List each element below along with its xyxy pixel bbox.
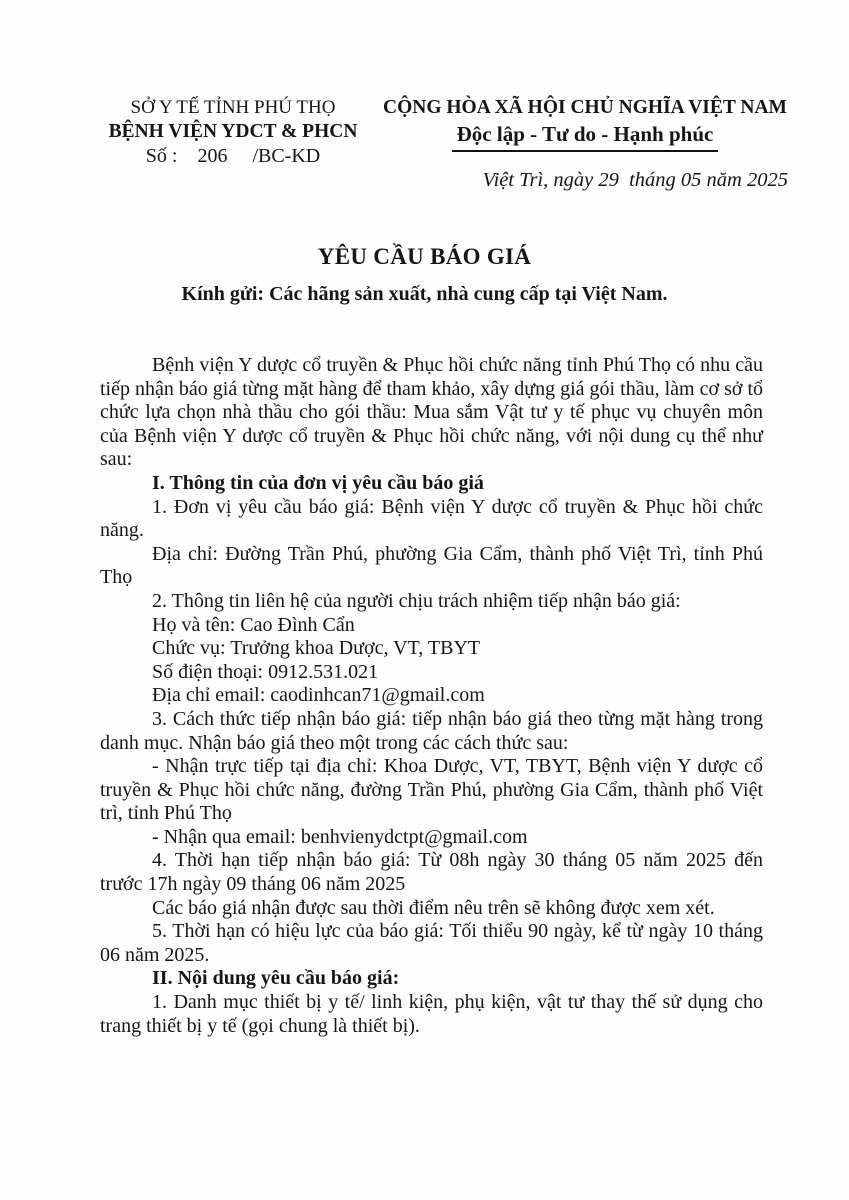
issuer-block xyxy=(85,96,381,192)
paragraph: 3. Cách thức tiếp nhận báo giá: tiếp nhận báo giá theo từng mặt hàng trong danh mục. Nhận báo giá theo một trong các cách thức sau: xyxy=(100,707,763,754)
issuer-hospital: BỆNH VIỆN YDCT & PHCN xyxy=(108,121,358,142)
paragraph: - Nhận qua email: benhvienydctpt@gmail.com xyxy=(152,825,528,848)
paragraph: II. Nội dung yêu cầu báo giá: xyxy=(152,967,400,990)
paragraph: 5. Thời hạn có hiệu lực của báo giá: Tối thiểu 90 ngày, kể từ ngày 10 tháng 06 năm 2025. xyxy=(100,920,763,966)
national-motto xyxy=(381,122,789,152)
document-body xyxy=(0,306,849,1038)
document-title: YÊU CẦU BÁO GIÁ xyxy=(317,244,532,269)
document-number: Số : 206 /BC-KD xyxy=(145,145,321,167)
paragraph: Chức vụ: Trưởng khoa Dược, VT, TBYT xyxy=(152,637,481,660)
issuer-department: SỞ Y TẾ TỈNH PHÚ THỌ xyxy=(130,97,336,118)
paragraph: 2. Thông tin liên hệ của người chịu trách nhiệm tiếp nhận báo giá: xyxy=(152,589,681,612)
letterhead xyxy=(0,0,849,192)
national-header-block xyxy=(381,96,789,192)
paragraph: Họ và tên: Cao Đình Cẩn xyxy=(152,613,355,636)
paragraph: Địa chỉ: Đường Trần Phú, phường Gia Cẩm, thành phố Việt Trì, tỉnh Phú Thọ xyxy=(100,542,763,589)
paragraph: Địa chỉ email: caodinhcan71@gmail.com xyxy=(152,684,485,707)
national-motto-text: Độc lập - Tư do - Hạnh phúc xyxy=(452,122,719,152)
paragraph: 1. Đơn vị yêu cầu báo giá: Bệnh viện Y dược cổ truyền & Phục hồi chức năng. xyxy=(100,495,763,542)
paragraph: - Nhận trực tiếp tại địa chỉ: Khoa Dược, VT, TBYT, Bệnh viện Y dược cổ truyền & Phục hồi chức năng, đường Trần Phú, phường Gia Cẩm, thành phố Việt trì, tỉnh Phú Thọ xyxy=(100,755,763,825)
national-title: CỘNG HÒA XÃ HỘI CHỦ NGHĨA VIỆT NAM xyxy=(383,97,787,118)
salutation: Kính gửi: Các hãng sản xuất, nhà cung cấp tại Việt Nam. xyxy=(181,283,668,305)
paragraph: Các báo giá nhận được sau thời điểm nêu trên sẽ không được xem xét. xyxy=(152,896,715,919)
paragraph: 4. Thời hạn tiếp nhận báo giá: Từ 08h ngày 30 tháng 05 năm 2025 đến trước 17h ngày 09 tháng 06 năm 2025 xyxy=(100,849,763,896)
paragraph: Bệnh viện Y dược cổ truyền & Phục hồi chức năng tỉnh Phú Thọ có nhu cầu tiếp nhận báo giá từng mặt hàng để tham khảo, xây dựng giá gói thầu, làm cơ sở tổ chức lựa chọn nhà thầu cho gói thầu: Mua sắm Vật tư y tế phục vụ chuyên môn của Bệnh viện Y dược cổ truyền & Phục hồi chức năng, với nội dung cụ thể như sau: xyxy=(100,354,763,471)
paragraph: 1. Danh mục thiết bị y tế/ linh kiện, phụ kiện, vật tư thay thế sử dụng cho trang thiết bị y tế (gọi chung là thiết bị). xyxy=(100,991,763,1037)
paragraph: Số điện thoại: 0912.531.021 xyxy=(152,660,379,683)
place-date: Việt Trì, ngày 29 tháng 05 năm 2025 xyxy=(482,169,788,191)
paragraph: I. Thông tin của đơn vị yêu cầu báo giá xyxy=(152,471,484,494)
